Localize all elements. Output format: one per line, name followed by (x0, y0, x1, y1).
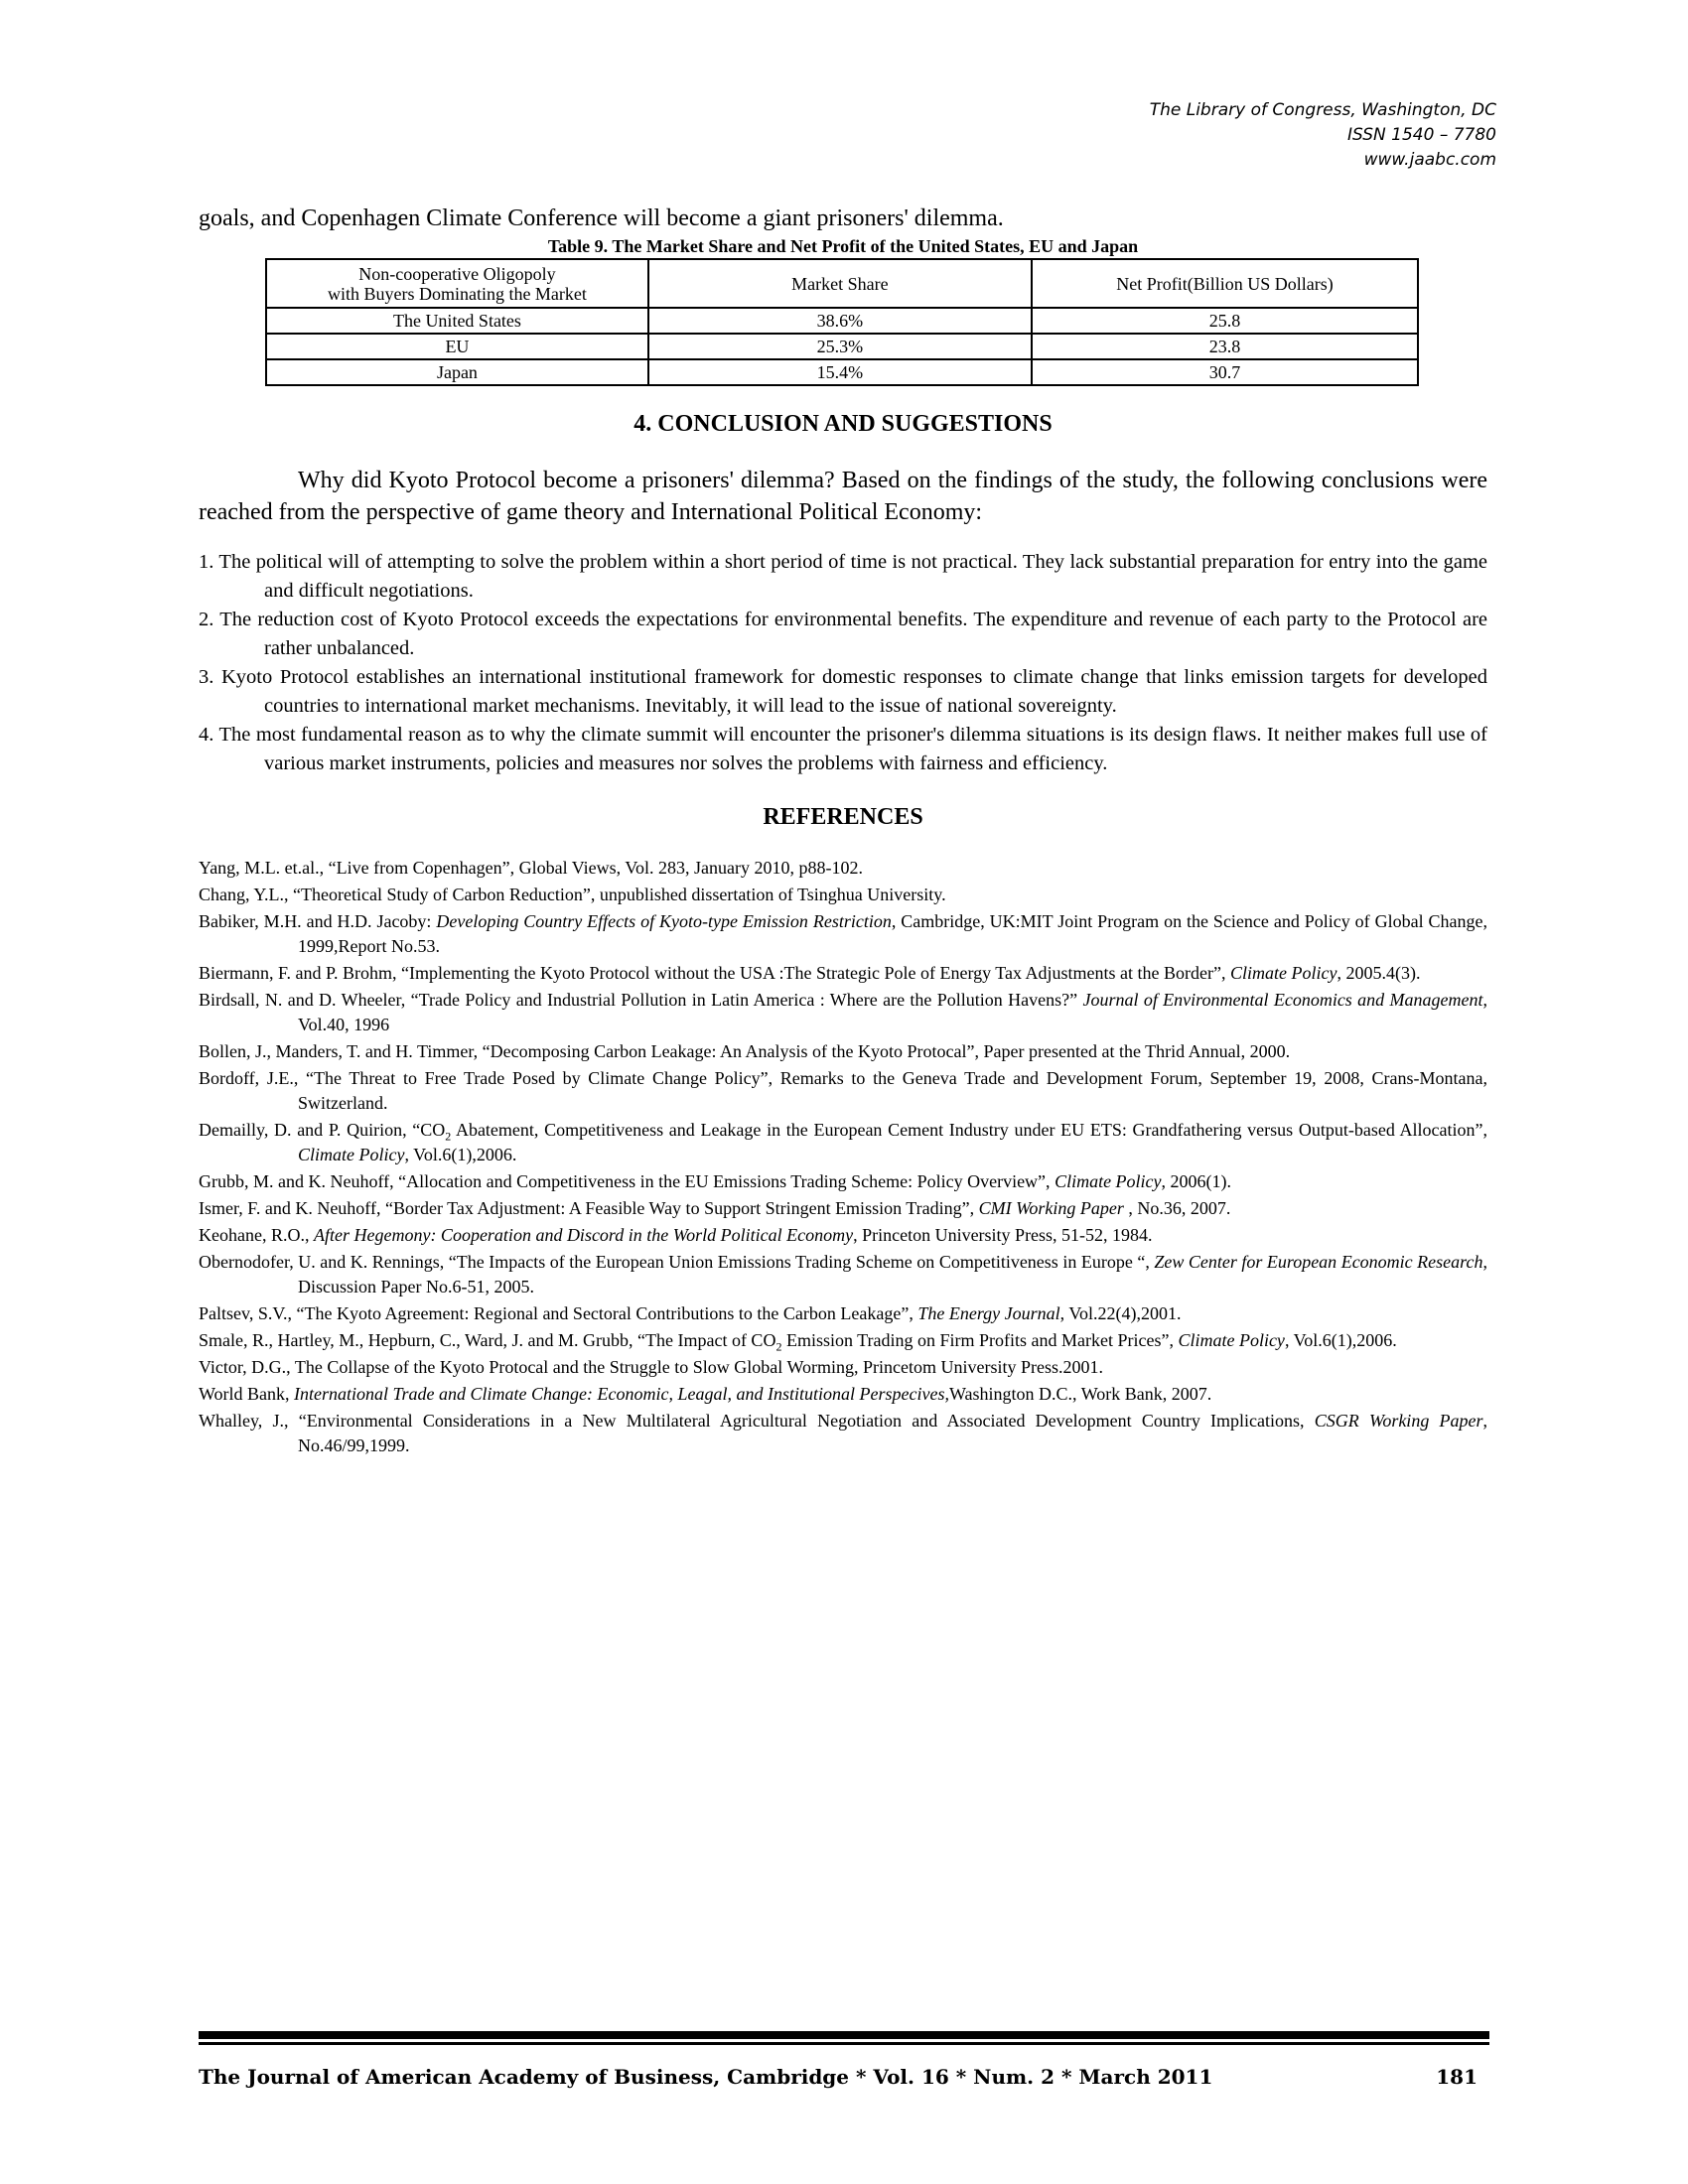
reference-item (199, 883, 1487, 907)
header-cell-oligopoly-line2: with Buyers Dominating the Market (327, 283, 587, 304)
reference-item (199, 1250, 1487, 1299)
reference-item (199, 1066, 1487, 1116)
reference-item (199, 1328, 1487, 1353)
reference-text: , Cambridge, UK:MIT Joint Program on the Science and Policy of Global Change, 1999,Report No.53. (298, 911, 1487, 956)
footer-rule-thin (199, 2042, 1489, 2045)
running-header (1150, 98, 1496, 173)
reference-text: Abatement, Competitiveness and Leakage in the European Cement Industry under EU ETS: Grandfathering versus Output-based Allocation”, (451, 1120, 1487, 1140)
subscript: 2 (775, 1339, 782, 1354)
reference-text: Birdsall, N. and D. Wheeler, “Trade Policy and Industrial Pollution in Latin America : Where are the Pollution Havens?” (199, 990, 1083, 1010)
footer-rule (199, 2031, 1489, 2039)
table-row (266, 359, 1418, 385)
reference-item (199, 1169, 1487, 1194)
footer-journal: The Journal of American Academy of Business, Cambridge * Vol. 16 * Num. 2 * March 2011 (199, 2065, 1213, 2089)
content-column (199, 204, 1487, 1460)
conclusion-item: 4. The most fundamental reason as to why the climate summit will encounter the prisoner's dilemma situations is its design flaws. It neither makes full use of various market instruments, policies and measures nor solves the problems with fairness and efficiency. (199, 724, 1487, 774)
reference-text: , Vol.22(4),2001. (1059, 1303, 1182, 1323)
reference-text: Ismer, F. and K. Neuhoff, “Border Tax Adjustment: A Feasible Way to Support Stringent Emission Trading”, (199, 1198, 979, 1218)
reference-text: , 2006(1). (1161, 1171, 1232, 1191)
reference-title: Climate Policy (1055, 1171, 1162, 1191)
reference-text: Chang, Y.L., “Theoretical Study of Carbon Reduction”, unpublished dissertation of Tsinghua University. (199, 885, 946, 904)
header-library: The Library of Congress, Washington, DC (1149, 100, 1496, 120)
reference-item (199, 988, 1487, 1037)
reference-text: Washington D.C., Work Bank, 2007. (948, 1384, 1212, 1404)
reference-title: Climate Policy (298, 1145, 405, 1164)
cell-party: The United States (266, 308, 648, 334)
reference-item (199, 1118, 1487, 1167)
reference-title: The Energy Journal (917, 1303, 1060, 1323)
reference-title: CMI Working Paper (978, 1198, 1124, 1218)
reference-title: CSGR Working Paper (1314, 1411, 1483, 1431)
reference-item (199, 1301, 1487, 1326)
reference-item (199, 1039, 1487, 1064)
section-heading: 4. CONCLUSION AND SUGGESTIONS (633, 411, 1053, 437)
reference-text: Smale, R., Hartley, M., Hepburn, C., Ward, J. and M. Grubb, “The Impact of CO (199, 1330, 776, 1350)
reference-title: Climate Policy (1230, 963, 1337, 983)
reference-item (199, 1382, 1487, 1407)
reference-text: Paltsev, S.V., “The Kyoto Agreement: Regional and Sectoral Contributions to the Carbon Leakage”, (199, 1303, 918, 1323)
reference-item (199, 1409, 1487, 1458)
reference-item (199, 1223, 1487, 1248)
reference-item (199, 909, 1487, 959)
market-share-table (265, 258, 1419, 386)
references-heading: REFERENCES (763, 804, 923, 830)
reference-title: Climate Policy (1178, 1330, 1285, 1350)
reference-item (199, 1355, 1487, 1380)
reference-item (199, 856, 1487, 881)
table-row (266, 308, 1418, 334)
reference-text: , No.46/99,1999. (298, 1411, 1488, 1455)
reference-text: , Vol.6(1),2006. (404, 1145, 517, 1164)
reference-text: Whalley, J., “Environmental Considerations in a New Multilateral Agricultural Negotiation and Associated Development Country Implications, (199, 1411, 1315, 1431)
table-caption: Table 9. The Market Share and Net Profit of the United States, EU and Japan (547, 236, 1139, 256)
reference-text: , Discussion Paper No.6-51, 2005. (298, 1252, 1487, 1297)
intro-paragraph: Why did Kyoto Protocol become a prisoners' dilemma? Based on the findings of the study, the following conclusions were reached from the perspective of game theory and International Political Economy: (199, 468, 1487, 525)
cell-share: 25.3% (648, 334, 1032, 359)
reference-text: Demailly, D. and P. Quirion, “CO (199, 1120, 446, 1140)
header-issn: ISSN 1540 – 7780 (1347, 125, 1496, 145)
page-number: 181 (1436, 2065, 1477, 2089)
reference-text: , Princeton University Press, 51-52, 1984. (853, 1225, 1153, 1245)
reference-title: Zew Center for European Economic Research (1154, 1252, 1483, 1272)
header-cell-oligopoly (266, 259, 648, 308)
reference-text: World Bank, (199, 1384, 295, 1404)
reference-item (199, 1196, 1487, 1221)
conclusion-item: 2. The reduction cost of Kyoto Protocol exceeds the expectations for environmental benefits. The expenditure and revenue of each party to the Protocol are rather unbalanced. (199, 609, 1487, 659)
reference-title: Journal of Environmental Economics and Management (1082, 990, 1483, 1010)
conclusion-item: 3. Kyoto Protocol establishes an international institutional framework for domestic responses to climate change that links emission targets for developed countries to international market mechanisms. Inevitably, it will lead to the issue of national sovereignty. (199, 666, 1487, 717)
conclusion-list (199, 548, 1487, 778)
header-cell-oligopoly-line1: Non-cooperative Oligopoly (358, 263, 556, 284)
reference-text: Biermann, F. and P. Brohm, “Implementing the Kyoto Protocol without the USA :The Strategic Pole of Energy Tax Adjustments at the Border”, (199, 963, 1230, 983)
cell-profit: 30.7 (1032, 359, 1418, 385)
reference-title: Developing Country Effects of Kyoto-type Emission Restriction (436, 911, 892, 931)
header-cell-market-share: Market Share (648, 259, 1032, 308)
cell-profit: 23.8 (1032, 334, 1418, 359)
reference-text: Bordoff, J.E., “The Threat to Free Trade Posed by Climate Change Policy”, Remarks to the Geneva Trade and Development Forum, September 19, 2008, Crans-Montana, Switzerland. (199, 1068, 1487, 1113)
reference-text: , 2005.4(3). (1336, 963, 1421, 983)
table-row (266, 334, 1418, 359)
cell-profit: 25.8 (1032, 308, 1418, 334)
reference-text: Bollen, J., Manders, T. and H. Timmer, “Decomposing Carbon Leakage: An Analysis of the Kyoto Protocal”, Paper presented at the Thrid Annual, 2000. (199, 1041, 1291, 1061)
header-cell-net-profit: Net Profit(Billion US Dollars) (1032, 259, 1418, 308)
reference-title: After Hegemony: Cooperation and Discord in the World Political Economy (313, 1225, 854, 1245)
lead-text: goals, and Copenhagen Climate Conference will become a giant prisoners' dilemma. (199, 205, 1004, 231)
reference-text: , Vol.6(1),2006. (1284, 1330, 1397, 1350)
cell-party: Japan (266, 359, 648, 385)
cell-share: 38.6% (648, 308, 1032, 334)
reference-text: Obernodofer, U. and K. Rennings, “The Impacts of the European Union Emissions Trading Scheme on Competitiveness in Europe “, (199, 1252, 1155, 1272)
reference-text: Victor, D.G., The Collapse of the Kyoto Protocal and the Struggle to Slow Global Worming, Princetom University Press.2001. (199, 1357, 1103, 1377)
reference-title: International Trade and Climate Change: Economic, Leagal, and Institutional Perspecives, (294, 1384, 949, 1404)
subscript: 2 (445, 1129, 452, 1144)
reference-item (199, 961, 1487, 986)
conclusion-item: 1. The political will of attempting to solve the problem within a short period of time is not practical. They lack substantial preparation for entry into the game and difficult negotiations. (199, 551, 1487, 602)
cell-party: EU (266, 334, 648, 359)
reference-text: , Vol.40, 1996 (298, 990, 1487, 1034)
reference-text: Yang, M.L. et.al., “Live from Copenhagen”, Global Views, Vol. 283, January 2010, p88-102. (199, 858, 863, 878)
cell-share: 15.4% (648, 359, 1032, 385)
reference-text: Babiker, M.H. and H.D. Jacoby: (199, 911, 437, 931)
reference-list (199, 856, 1487, 1458)
reference-text: , No.36, 2007. (1123, 1198, 1231, 1218)
reference-text: Keohane, R.O., (199, 1225, 314, 1245)
reference-text: Grubb, M. and K. Neuhoff, “Allocation and Competitiveness in the EU Emissions Trading Scheme: Policy Overview”, (199, 1171, 1055, 1191)
reference-text: Emission Trading on Firm Profits and Market Prices”, (781, 1330, 1179, 1350)
table-header-row (266, 259, 1418, 308)
header-website: www.jaabc.com (1363, 150, 1496, 170)
